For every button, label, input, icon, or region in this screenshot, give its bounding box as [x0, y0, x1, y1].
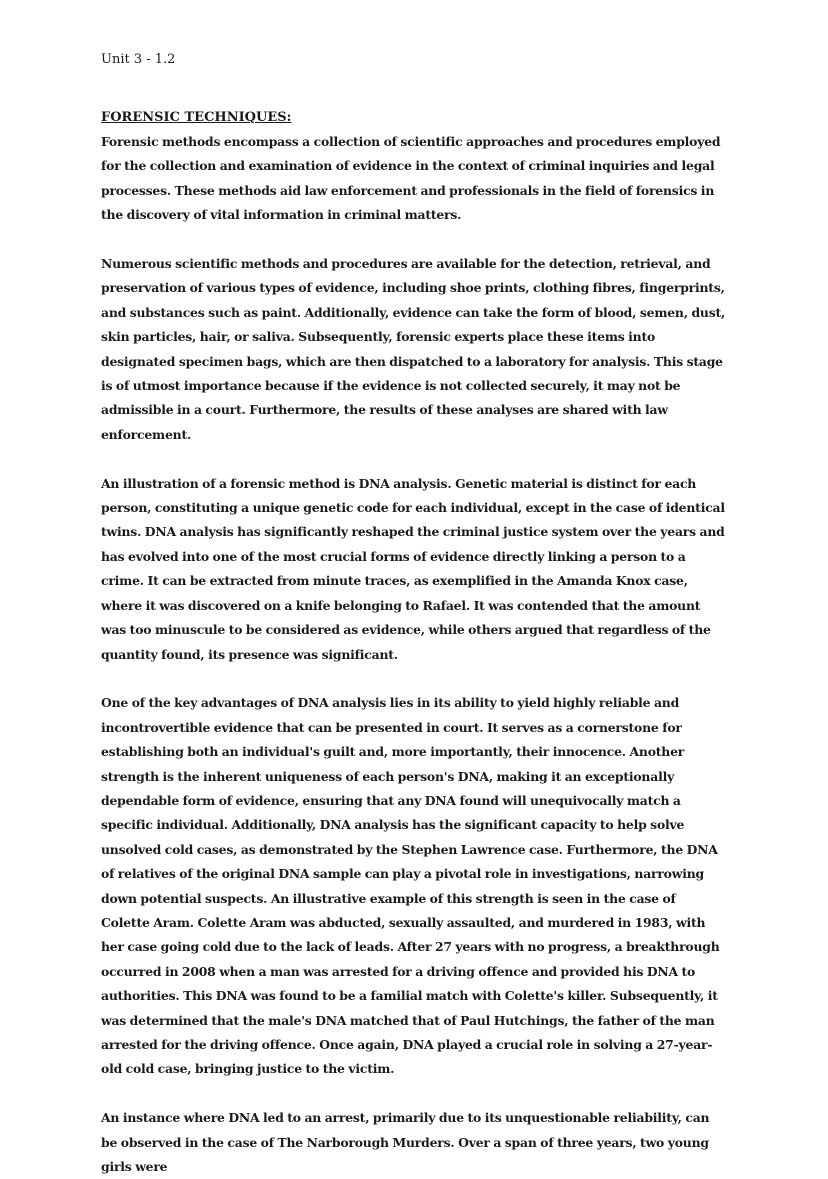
section-heading: FORENSIC TECHNIQUES:	[101, 110, 292, 125]
paragraph-narborough: An instance where DNA led to an arrest, primarily due to its unquestionable reliability, can be observed in the case of The Narborough Murders. Over a span of three years, two young girls were	[101, 1110, 710, 1174]
paragraph-intro: Forensic methods encompass a collection of scientific approaches and procedures employed for the collection and examination of evidence in the context of criminal inquiries and legal processes. These methods aid law enforcement and professionals in the field of forensics in the discovery of vital information in criminal matters.	[101, 134, 721, 223]
document-page	[101, 50, 726, 1179]
paragraph-dna-analysis: An illustration of a forensic method is DNA analysis. Genetic material is distinct for each person, constituting a unique genetic code for each individual, except in the case of identical twins. DNA analysis has significantly reshaped the criminal justice system over the years and has evolved into one of the most crucial forms of evidence directly linking a person to a crime. It can be extracted from minute traces, as exemplified in the Amanda Knox case, where it was discovered on a knife belonging to Rafael. It was contended that the amount was too minuscule to be considered as evidence, while others argued that regardless of the quantity found, its presence was significant.	[101, 475, 725, 662]
paragraph-dna-advantages: One of the key advantages of DNA analysis lies in its ability to yield highly reliable and incontrovertible evidence that can be presented in court. It serves as a cornerstone for establishing both an individual's guilt and, more importantly, their innocence. Another strength is the inherent uniqueness of each person's DNA, making it an exceptionally dependable form of evidence, ensuring that any DNA found will unequivocally match a specific individual. Additionally, DNA analysis has the significant capacity to help solve unsolved cold cases, as demonstrated by the Stephen Lawrence case. Furthermore, the DNA of relatives of the original DNA sample can play a pivotal role in investigations, narrowing down potential suspects. An illustrative example of this strength is seen in the case of Colette Aram. Colette Aram was abducted, sexually assaulted, and murdered in 1983, with her case going cold due to the lack of leads. After 27 years with no progress, a breakthrough occurred in 2008 when a man was arrested for a driving offence and provided his DNA to authorities. This DNA was found to be a familial match with Colette's killer. Subsequently, it was determined that the male's DNA matched that of Paul Hutchings, the father of the man arrested for the driving offence. Once again, DNA played a crucial role in solving a 27-year-old cold case, bringing justice to the victim.	[101, 695, 720, 1077]
paragraph-evidence: Numerous scientific methods and procedures are available for the detection, retrieval, and preservation of various types of evidence, including shoe prints, clothing fibres, fingerprints, and substances such as paint. Additionally, evidence can take the form of blood, semen, dust, skin particles, hair, or saliva. Subsequently, forensic experts place these items into designated specimen bags, which are then dispatched to a laboratory for analysis. This stage is of utmost importance because if the evidence is not collected securely, it may not be admissible in a court. Furthermore, the results of these analyses are shared with law enforcement.	[101, 256, 726, 442]
unit-label: Unit 3 - 1.2	[101, 52, 176, 67]
